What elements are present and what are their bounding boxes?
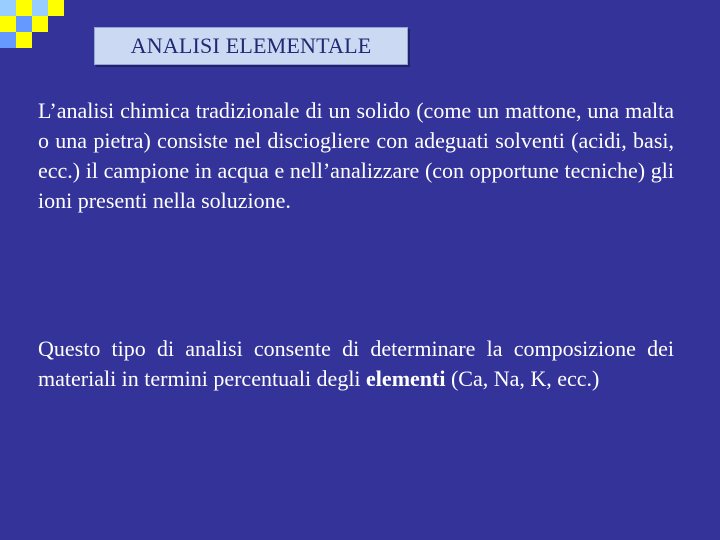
paragraph-2 bbox=[38, 334, 674, 394]
deco-square bbox=[0, 16, 16, 32]
deco-square bbox=[0, 0, 16, 16]
paragraph-2-tail: (Ca, Na, K, ecc.) bbox=[445, 366, 600, 391]
deco-square bbox=[16, 32, 32, 48]
paragraph-2-lead: Questo tipo di analisi consente di determinare la composizione dei materiali in termini percentuali degli bbox=[38, 336, 674, 391]
deco-square bbox=[32, 0, 48, 16]
paragraph-1: L’analisi chimica tradizionale di un solido (come un mattone, una malta o una pietra) consiste nel disciogliere con adeguati solventi (acidi, basi, ecc.) il campione in acqua e nell’analizzare (con opportune tecniche) gli ioni presenti nella soluzione. bbox=[38, 98, 674, 213]
deco-square bbox=[32, 16, 48, 32]
slide-title: ANALISI ELEMENTALE bbox=[94, 27, 408, 65]
deco-square bbox=[0, 32, 16, 48]
deco-square bbox=[16, 0, 32, 16]
paragraph-2-bold: elementi bbox=[366, 366, 446, 391]
deco-square bbox=[16, 16, 32, 32]
deco-square bbox=[48, 0, 64, 16]
